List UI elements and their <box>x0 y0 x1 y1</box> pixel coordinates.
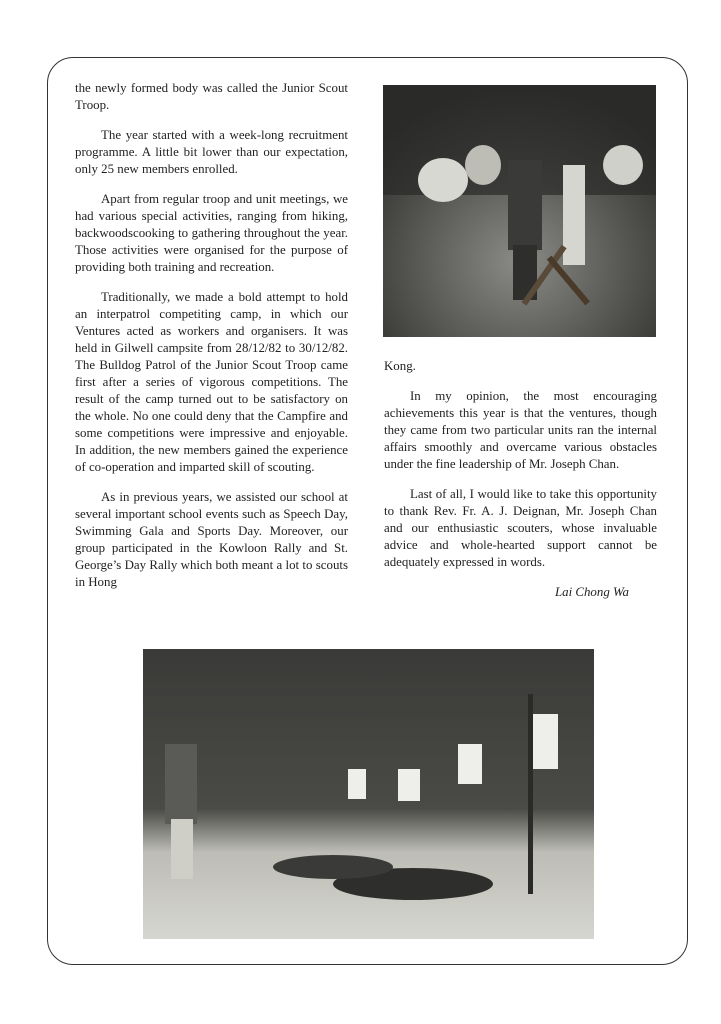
author-signature: Lai Chong Wa <box>554 585 629 599</box>
paragraph: As in previous years, we assisted our school at several important school events such as Speech Day, Swimming Gala and Sports Day. Moreover, our group participated in the Kowloon Rally and St. George’s Day Rally which both meant a lot to scouts in Hong <box>75 490 348 589</box>
campfire-photo <box>383 85 656 337</box>
paragraph: Apart from regular troop and unit meetings, we had various special activities, ranging from hiking, backwoodscooking to gathering throughout the year. Those activities were organised for the purpose of providing both training and recreation. <box>75 192 348 274</box>
left-text-column <box>75 80 348 604</box>
scouts-lineup-photo-image <box>143 649 594 939</box>
paragraph: Last of all, I would like to take this opportunity to thank Rev. Fr. A. J. Deignan, Mr. Joseph Chan and our enthusiastic scouters, whose invaluable advice and whole-hearted support cannot be adequately expressed in words. <box>384 487 657 569</box>
paragraph: In my opinion, the most encouraging achievements this year is that the ventures, though they came from two particular units ran the internal affairs smoothly and overcame various obstacles under the fine leadership of Mr. Joseph Chan. <box>384 389 657 471</box>
right-text-column <box>384 358 657 601</box>
paragraph: the newly formed body was called the Junior Scout Troop. <box>75 81 348 112</box>
paragraph: Kong. <box>384 359 416 373</box>
paragraph: Traditionally, we made a bold attempt to hold an interpatrol competiting camp, in which our Ventures acted as workers and organisers. It was held in Gilwell campsite from 28/12/82 to 30/12/82. The Bulldog Patrol of the Junior Scout Troop came first after a series of vigorous competitions. The result of the camp turned out to be satisfactory on the whole. No one could deny that the Campfire and some competitions were impressive and enjoyable. In addition, the new members gained the experience of co-operation and imparted skill of scouting. <box>75 290 348 474</box>
campfire-photo-image <box>383 85 656 337</box>
paragraph: The year started with a week-long recruitment programme. A little bit lower than our expectation, only 25 new members enrolled. <box>75 128 348 176</box>
scouts-lineup-photo <box>143 649 594 939</box>
